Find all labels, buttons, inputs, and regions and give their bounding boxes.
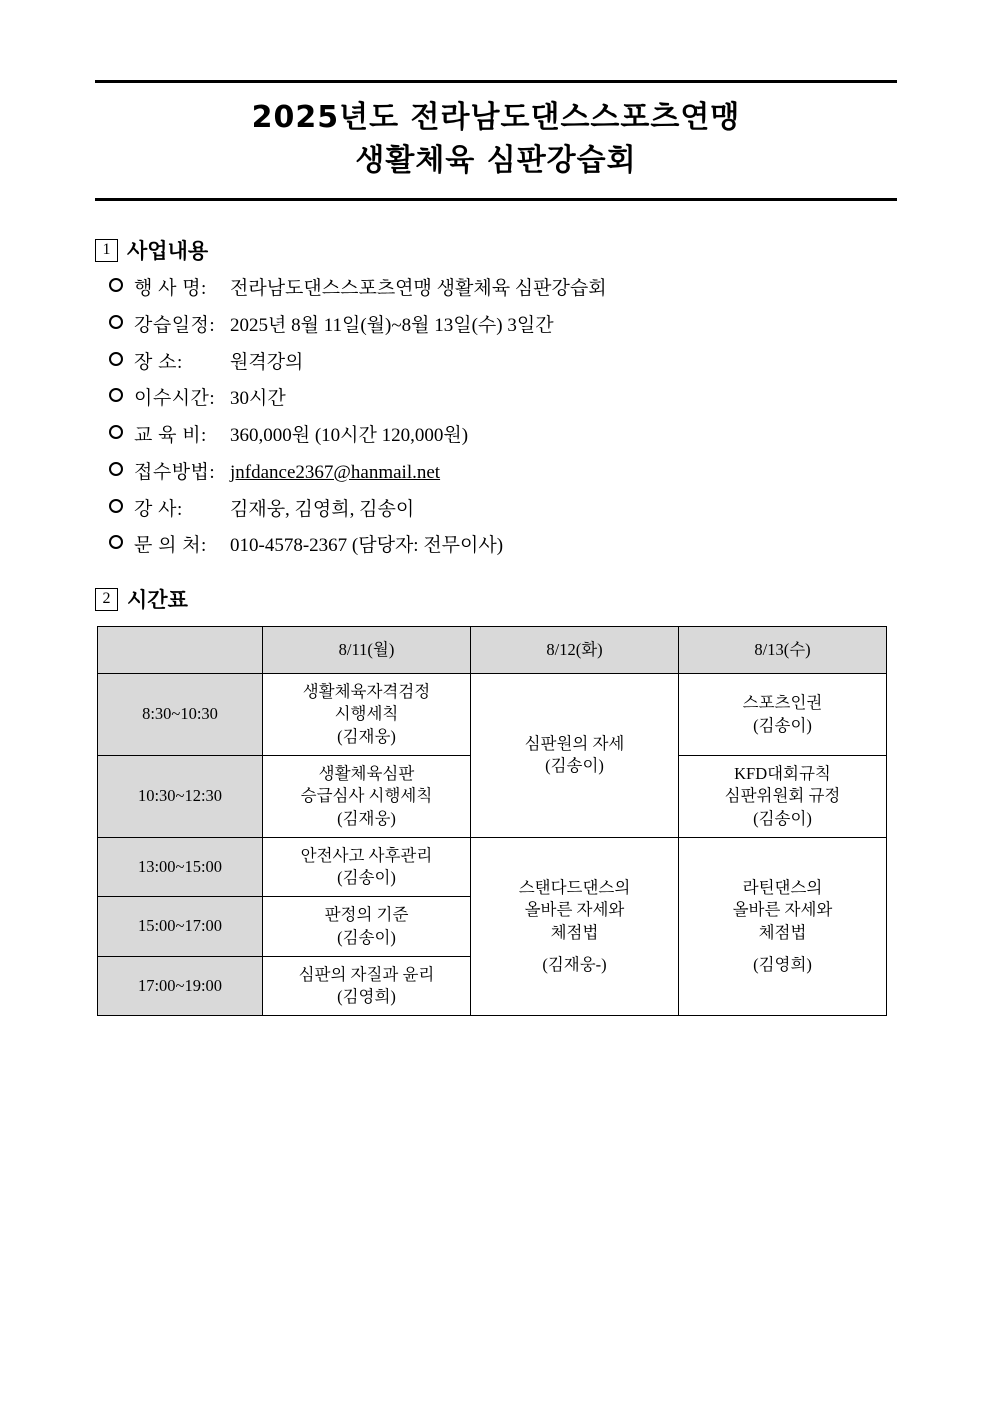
session-line: 생활체육심판 [318, 763, 415, 783]
session-line: 판정의 기준 [324, 905, 409, 925]
header-blank [98, 627, 263, 674]
session-cell [263, 897, 471, 957]
session-line: 심판위원회 규정 [724, 786, 841, 806]
document-title [95, 80, 897, 201]
section-number-1: 1 [95, 239, 118, 262]
session-line: 시행세칙 [334, 704, 399, 724]
session-cell [679, 755, 887, 837]
timetable [97, 626, 887, 1016]
session-instructor: (김재웅) [337, 726, 396, 746]
info-value: 30시간 [230, 388, 286, 410]
session-line: 올바른 자세와 [524, 900, 625, 920]
session-line: 스포츠인권 [742, 693, 823, 713]
info-label: 접수방법: [134, 461, 216, 483]
session-cell [263, 837, 471, 897]
info-value: 김재웅, 김영희, 김송이 [230, 498, 415, 520]
session-line: 올바른 자세와 [732, 900, 833, 920]
time-cell: 15:00~17:00 [98, 897, 263, 957]
list-item [109, 461, 897, 485]
spacer [475, 944, 674, 954]
info-value: 360,000원 (10시간 120,000원) [230, 425, 469, 447]
session-line: 심판의 자질과 윤리 [298, 964, 435, 984]
session-line: 승급심사 시행세칙 [300, 786, 433, 806]
session-line: 스탠다드댄스의 [518, 878, 631, 898]
session-instructor: (김영희) [753, 954, 812, 974]
circle-bullet-icon [109, 315, 123, 329]
session-line: 생활체육자격검정 [302, 682, 431, 702]
header-day-1: 8/11(월) [263, 627, 471, 674]
session-cell [263, 674, 471, 756]
table-row [98, 674, 887, 756]
circle-bullet-icon [109, 425, 123, 439]
session-instructor: (김영희) [337, 987, 396, 1007]
info-value: 2025년 8월 11일(월)~8월 13일(수) 3일간 [230, 314, 554, 336]
section-heading-timetable [95, 584, 897, 614]
session-line: 라틴댄스의 [742, 878, 823, 898]
session-instructor: (김송이) [337, 927, 396, 947]
session-line: 체점법 [550, 922, 599, 942]
info-label: 행 사 명: [134, 278, 207, 300]
section-title-timetable: 시간표 [127, 588, 188, 613]
session-instructor: (김송이) [753, 808, 812, 828]
list-item [109, 424, 897, 448]
time-cell: 13:00~15:00 [98, 837, 263, 897]
session-instructor: (김송이) [545, 756, 604, 776]
info-label: 강 사: [134, 498, 183, 520]
session-cell [471, 837, 679, 1016]
info-value: 원격강의 [230, 351, 304, 373]
business-info-list [95, 277, 897, 558]
session-cell [263, 956, 471, 1016]
spacer [683, 944, 882, 954]
title-line-1: 2025년도 전라남도댄스스포츠연맹 [251, 100, 741, 135]
session-cell [471, 674, 679, 838]
circle-bullet-icon [109, 388, 123, 402]
session-cell [679, 837, 887, 1016]
header-day-3: 8/13(수) [679, 627, 887, 674]
session-line: 체점법 [758, 922, 807, 942]
info-label: 장 소: [134, 351, 183, 373]
section-title-business: 사업내용 [127, 239, 209, 264]
time-cell: 10:30~12:30 [98, 755, 263, 837]
section-heading-business [95, 235, 897, 265]
circle-bullet-icon [109, 535, 123, 549]
list-item [109, 387, 897, 411]
info-label: 강습일정: [134, 314, 216, 336]
list-item [109, 351, 897, 375]
session-instructor: (김재웅-) [542, 954, 607, 974]
info-value: 010-4578-2367 (담당자: 전무이사) [230, 535, 504, 557]
header-day-2: 8/12(화) [471, 627, 679, 674]
circle-bullet-icon [109, 352, 123, 366]
time-cell: 8:30~10:30 [98, 674, 263, 756]
session-cell [679, 674, 887, 756]
info-label: 이수시간: [134, 388, 216, 410]
list-item [109, 534, 897, 558]
info-label: 문 의 처: [134, 535, 207, 557]
info-label: 교 육 비: [134, 425, 207, 447]
list-item [109, 314, 897, 338]
email-link[interactable]: jnfdance2367@hanmail.net [230, 461, 441, 483]
session-instructor: (김송이) [753, 715, 812, 735]
circle-bullet-icon [109, 278, 123, 292]
session-instructor: (김재웅) [337, 808, 396, 828]
time-cell: 17:00~19:00 [98, 956, 263, 1016]
list-item [109, 498, 897, 522]
timetable-wrapper [95, 626, 897, 1016]
list-item [109, 277, 897, 301]
session-instructor: (김송이) [337, 868, 396, 888]
session-cell [263, 755, 471, 837]
table-row [98, 837, 887, 897]
circle-bullet-icon [109, 499, 123, 513]
info-value: 전라남도댄스스포츠연맹 생활체육 심판강습회 [230, 278, 607, 300]
title-line-2: 생활체육 심판강습회 [355, 142, 637, 178]
session-line: 안전사고 사후관리 [300, 845, 433, 865]
session-line: 심판원의 자세 [524, 734, 625, 754]
session-line: KFD대회규칙 [734, 763, 831, 783]
section-number-2: 2 [95, 588, 118, 611]
circle-bullet-icon [109, 462, 123, 476]
table-header-row [98, 627, 887, 674]
